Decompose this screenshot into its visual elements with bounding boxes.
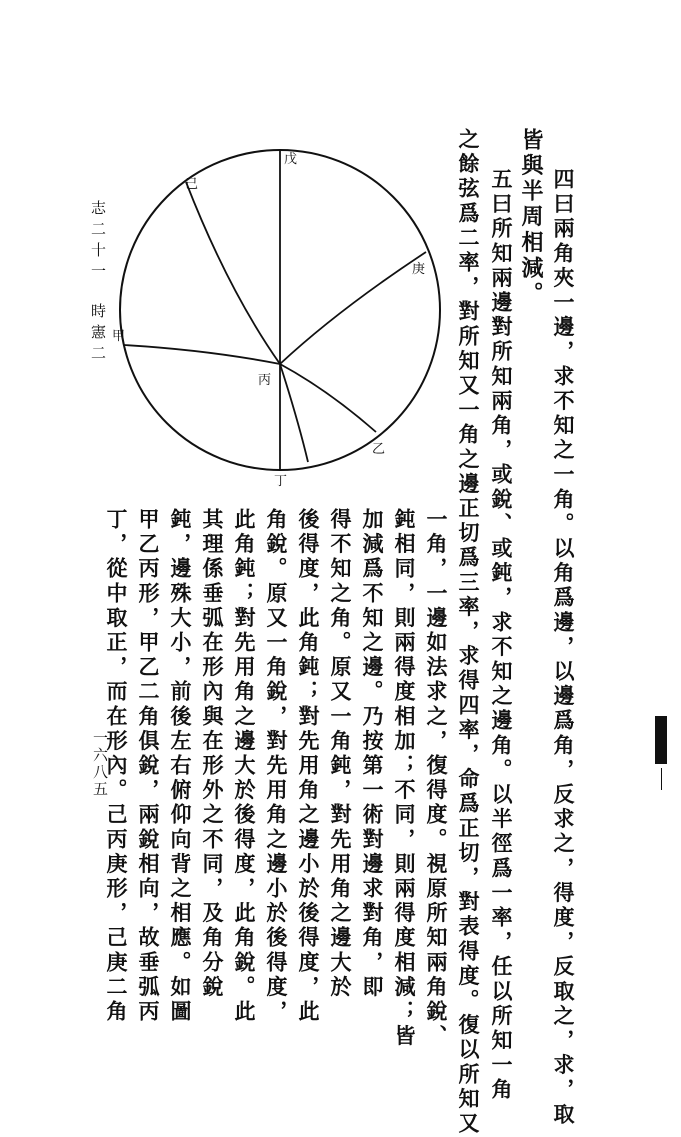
text-column-10: 角銳。原又一角銳，對先用角之邊小於後得度， <box>264 508 289 1025</box>
arc-ji <box>186 182 308 462</box>
label-jia: 甲 <box>112 329 126 344</box>
text-column-14: 甲乙丙形，甲乙二角俱銳，兩銳相向，故垂弧丙 <box>136 508 161 1025</box>
section-heading: 時憲二 <box>89 303 107 366</box>
text-column-13: 鈍，邊殊大小，前後左右俯仰向背之相應。如圖 <box>168 508 193 1025</box>
label-geng: 庚 <box>412 262 426 277</box>
text-column-1: 皆與半周相減。 <box>518 128 544 308</box>
label-ding: 丁 <box>274 474 288 489</box>
arc-bing-yi <box>280 364 376 432</box>
page-number: 一六八五 <box>91 730 109 798</box>
text-column-11: 此角鈍；對先用角之邊大於後得度，此角銳。此 <box>232 508 257 1025</box>
text-column-3: 五曰所知兩邊對所知兩角，或銳、或鈍，求不知之邊角。以半徑爲一率，任以所知一角 <box>489 168 514 1103</box>
text-column-4: 之餘弦爲二率，對所知又一角之邊正切爲三率，求得四率，命爲正切，對表得度。復以所知又 <box>456 128 481 1137</box>
label-ji: 己 <box>185 177 199 192</box>
text-column-12: 其理係垂弧在形內與在形外之不同，及角分銳 <box>200 508 225 1000</box>
text-column-15: 丁，從中取正，而在形內。己丙庚形，己庚二角 <box>104 508 129 1025</box>
label-bing: 丙 <box>258 373 272 388</box>
label-wu: 戊 <box>284 152 298 167</box>
arc-jia-bing <box>124 345 280 364</box>
chapter-heading: 志二十一 <box>89 200 107 284</box>
text-column-9: 後得度，此角鈍；對先用角之邊小於後得度，此 <box>296 508 321 1025</box>
arc-geng-bing <box>280 252 426 364</box>
text-column-6: 鈍相同，則兩得度相加；不同，則兩得度相減；皆 <box>392 508 417 1050</box>
text-column-7: 加減爲不知之邊。乃按第一術對邊求對角，即 <box>360 508 385 1000</box>
text-column-8: 得不知之角。原又一角鈍，對先用角之邊大於 <box>328 508 353 1000</box>
label-yi: 乙 <box>372 442 386 457</box>
edge-tab-line <box>661 768 662 790</box>
text-column-5: 一角，一邊如法求之，復得度。視原所知兩角銳、 <box>424 508 449 1050</box>
edge-tab-mark <box>655 716 667 764</box>
spherical-triangle-diagram <box>108 140 448 490</box>
text-column-2: 四曰兩角夾一邊，求不知之一角。以角爲邊，以邊爲角，反求之，得度，反取之，求，取 <box>551 168 576 1128</box>
